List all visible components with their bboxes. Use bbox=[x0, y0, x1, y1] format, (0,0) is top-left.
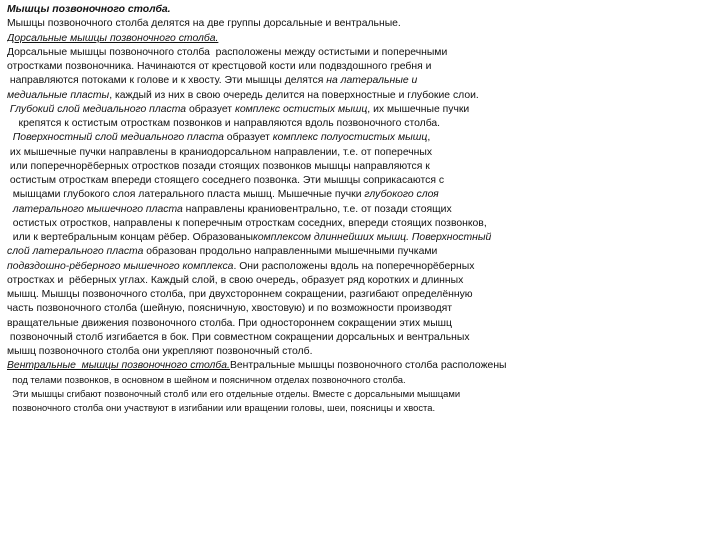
text-run: позвоночный столб изгибается в бок. При совместном сокращении дорсальных и вентральных bbox=[7, 331, 470, 343]
text-run: вращательные движения позвоночного столба. При одностороннем сокращении этих мышц bbox=[7, 317, 452, 329]
text-run: направляются потоками к голове и к хвосту. Эти мышцы делятся bbox=[7, 75, 327, 87]
emphasized-term: комплекс остистых мышц bbox=[234, 103, 368, 115]
text-line bbox=[7, 274, 714, 288]
text-line bbox=[7, 146, 714, 160]
text-line bbox=[7, 331, 714, 345]
text-line bbox=[7, 131, 714, 145]
text-run: остистых отростков, направлены к поперечным отросткам соседних, впереди стоящих позвонков, bbox=[7, 217, 487, 229]
section-heading: Вентральные мышцы позвоночного столба. bbox=[7, 360, 230, 372]
text-run: отростками позвоночника. Начинаются от крестцовой кости или подвздошного гребня и bbox=[7, 61, 432, 72]
document-title bbox=[7, 3, 714, 17]
text-run: . Они расположены вдоль на поперечнорёберных bbox=[233, 260, 475, 272]
text-line bbox=[7, 17, 714, 31]
text-run: образован продольно направленными мышечными пучками bbox=[143, 246, 438, 258]
text-run: , их мышечные пучки bbox=[367, 103, 470, 115]
text-run: направлены краниовентрально, т.е. от позади стоящих bbox=[182, 203, 452, 215]
text-line bbox=[7, 46, 714, 60]
emphasized-term: комплексом длиннейших мышц. Поверхностный bbox=[252, 232, 492, 243]
text-run: их мышечные пучки направлены в краниодорсальном направлении, т.е. от поперечных bbox=[7, 146, 433, 158]
document-body bbox=[7, 3, 714, 416]
text-run: крепятся к остистым отросткам позвонков и направляются вдоль позвоночного столба. bbox=[7, 118, 441, 129]
text-run: Вентральные мышцы позвоночного столба расположены bbox=[229, 360, 507, 372]
text-line bbox=[7, 217, 714, 231]
text-line bbox=[7, 260, 714, 274]
emphasized-term: комплекс полуостистых мышц bbox=[272, 132, 428, 144]
emphasized-term: слой латерального пласта bbox=[7, 246, 144, 258]
text-run: отростках и рёберных углах. Каждый слой, в свою очередь, образует ряд коротких и длинных bbox=[7, 274, 464, 286]
text-run: Эти мышцы сгибают позвоночный столб или его отдельные отделы. Вместе с дорсальными мышцами bbox=[7, 388, 461, 400]
text-run: позвоночного столба они участвуют в изгибании или вращении головы, шеи, поясницы и хвоста. bbox=[7, 403, 436, 414]
emphasized-term: латерального мышечного пласта bbox=[7, 203, 183, 215]
text-line bbox=[7, 74, 714, 88]
text-run: мышц. Мышцы позвоночного столба, при двухстороннем сокращении, разгибают определённую bbox=[7, 289, 473, 300]
text-run: Дорсальные мышцы позвоночного столба расположены между остистыми и поперечными bbox=[7, 46, 448, 58]
text-run: остистым отросткам впереди стоящего соседнего позвонка. Эти мышцы соприкасаются с bbox=[7, 175, 445, 186]
emphasized-term: Мышцы позвоночного столба. bbox=[7, 4, 171, 15]
text-run: мышц позвоночного столба они укрепляют позвоночный столб. bbox=[7, 346, 313, 357]
emphasized-term: подвздошно-рёберного мышечного комплекса bbox=[7, 260, 234, 272]
emphasized-term: Глубокий слой медиального пласта bbox=[7, 103, 187, 115]
section-heading: Дорсальные мышцы позвоночного столба. bbox=[7, 32, 219, 44]
text-line bbox=[7, 117, 714, 131]
text-line bbox=[7, 160, 714, 174]
text-line bbox=[7, 317, 714, 331]
text-run: мышцами глубокого слоя латерального пласта мышц. Мышечные пучки bbox=[7, 189, 365, 201]
text-line bbox=[7, 345, 714, 359]
text-line bbox=[7, 89, 714, 103]
text-line bbox=[7, 359, 714, 373]
text-line bbox=[7, 388, 700, 402]
emphasized-term: на латеральные и bbox=[326, 75, 418, 87]
text-line bbox=[7, 60, 714, 74]
emphasized-term: Поверхностный слой медиального пласта bbox=[7, 132, 224, 144]
text-run: Мышцы позвоночного столба делятся на две группы дорсальные и вентральные. bbox=[7, 18, 401, 30]
text-run: или поперечнорёберных отростков позади стоящих позвонков мышцы направляются к bbox=[7, 160, 430, 172]
emphasized-term: глубокого слоя bbox=[364, 189, 439, 201]
text-run: , bbox=[427, 132, 431, 144]
text-line bbox=[7, 174, 714, 188]
text-line bbox=[7, 203, 714, 217]
text-run: , каждый из них в свою очередь делится на поверхностные и глубокие слои. bbox=[109, 89, 479, 101]
text-line bbox=[7, 374, 700, 388]
text-run: образует bbox=[223, 132, 273, 144]
text-line bbox=[7, 103, 714, 117]
text-run: под телами позвонков, в основном в шейном и поясничном отделах позвоночного столба. bbox=[7, 374, 406, 386]
text-line bbox=[7, 231, 714, 245]
text-run: образует bbox=[186, 103, 235, 115]
text-line bbox=[7, 288, 714, 302]
text-line bbox=[7, 32, 714, 46]
emphasized-term: медиальные пласты bbox=[7, 89, 110, 101]
text-line bbox=[7, 245, 714, 259]
text-line bbox=[7, 302, 714, 316]
text-run: часть позвоночного столба (шейную, поясничную, хвостовую) и по возможности производят bbox=[7, 303, 453, 315]
text-run: или к вертебральным концам рёбер. Образованы bbox=[7, 232, 253, 243]
text-line bbox=[7, 402, 700, 416]
text-line bbox=[7, 188, 714, 202]
